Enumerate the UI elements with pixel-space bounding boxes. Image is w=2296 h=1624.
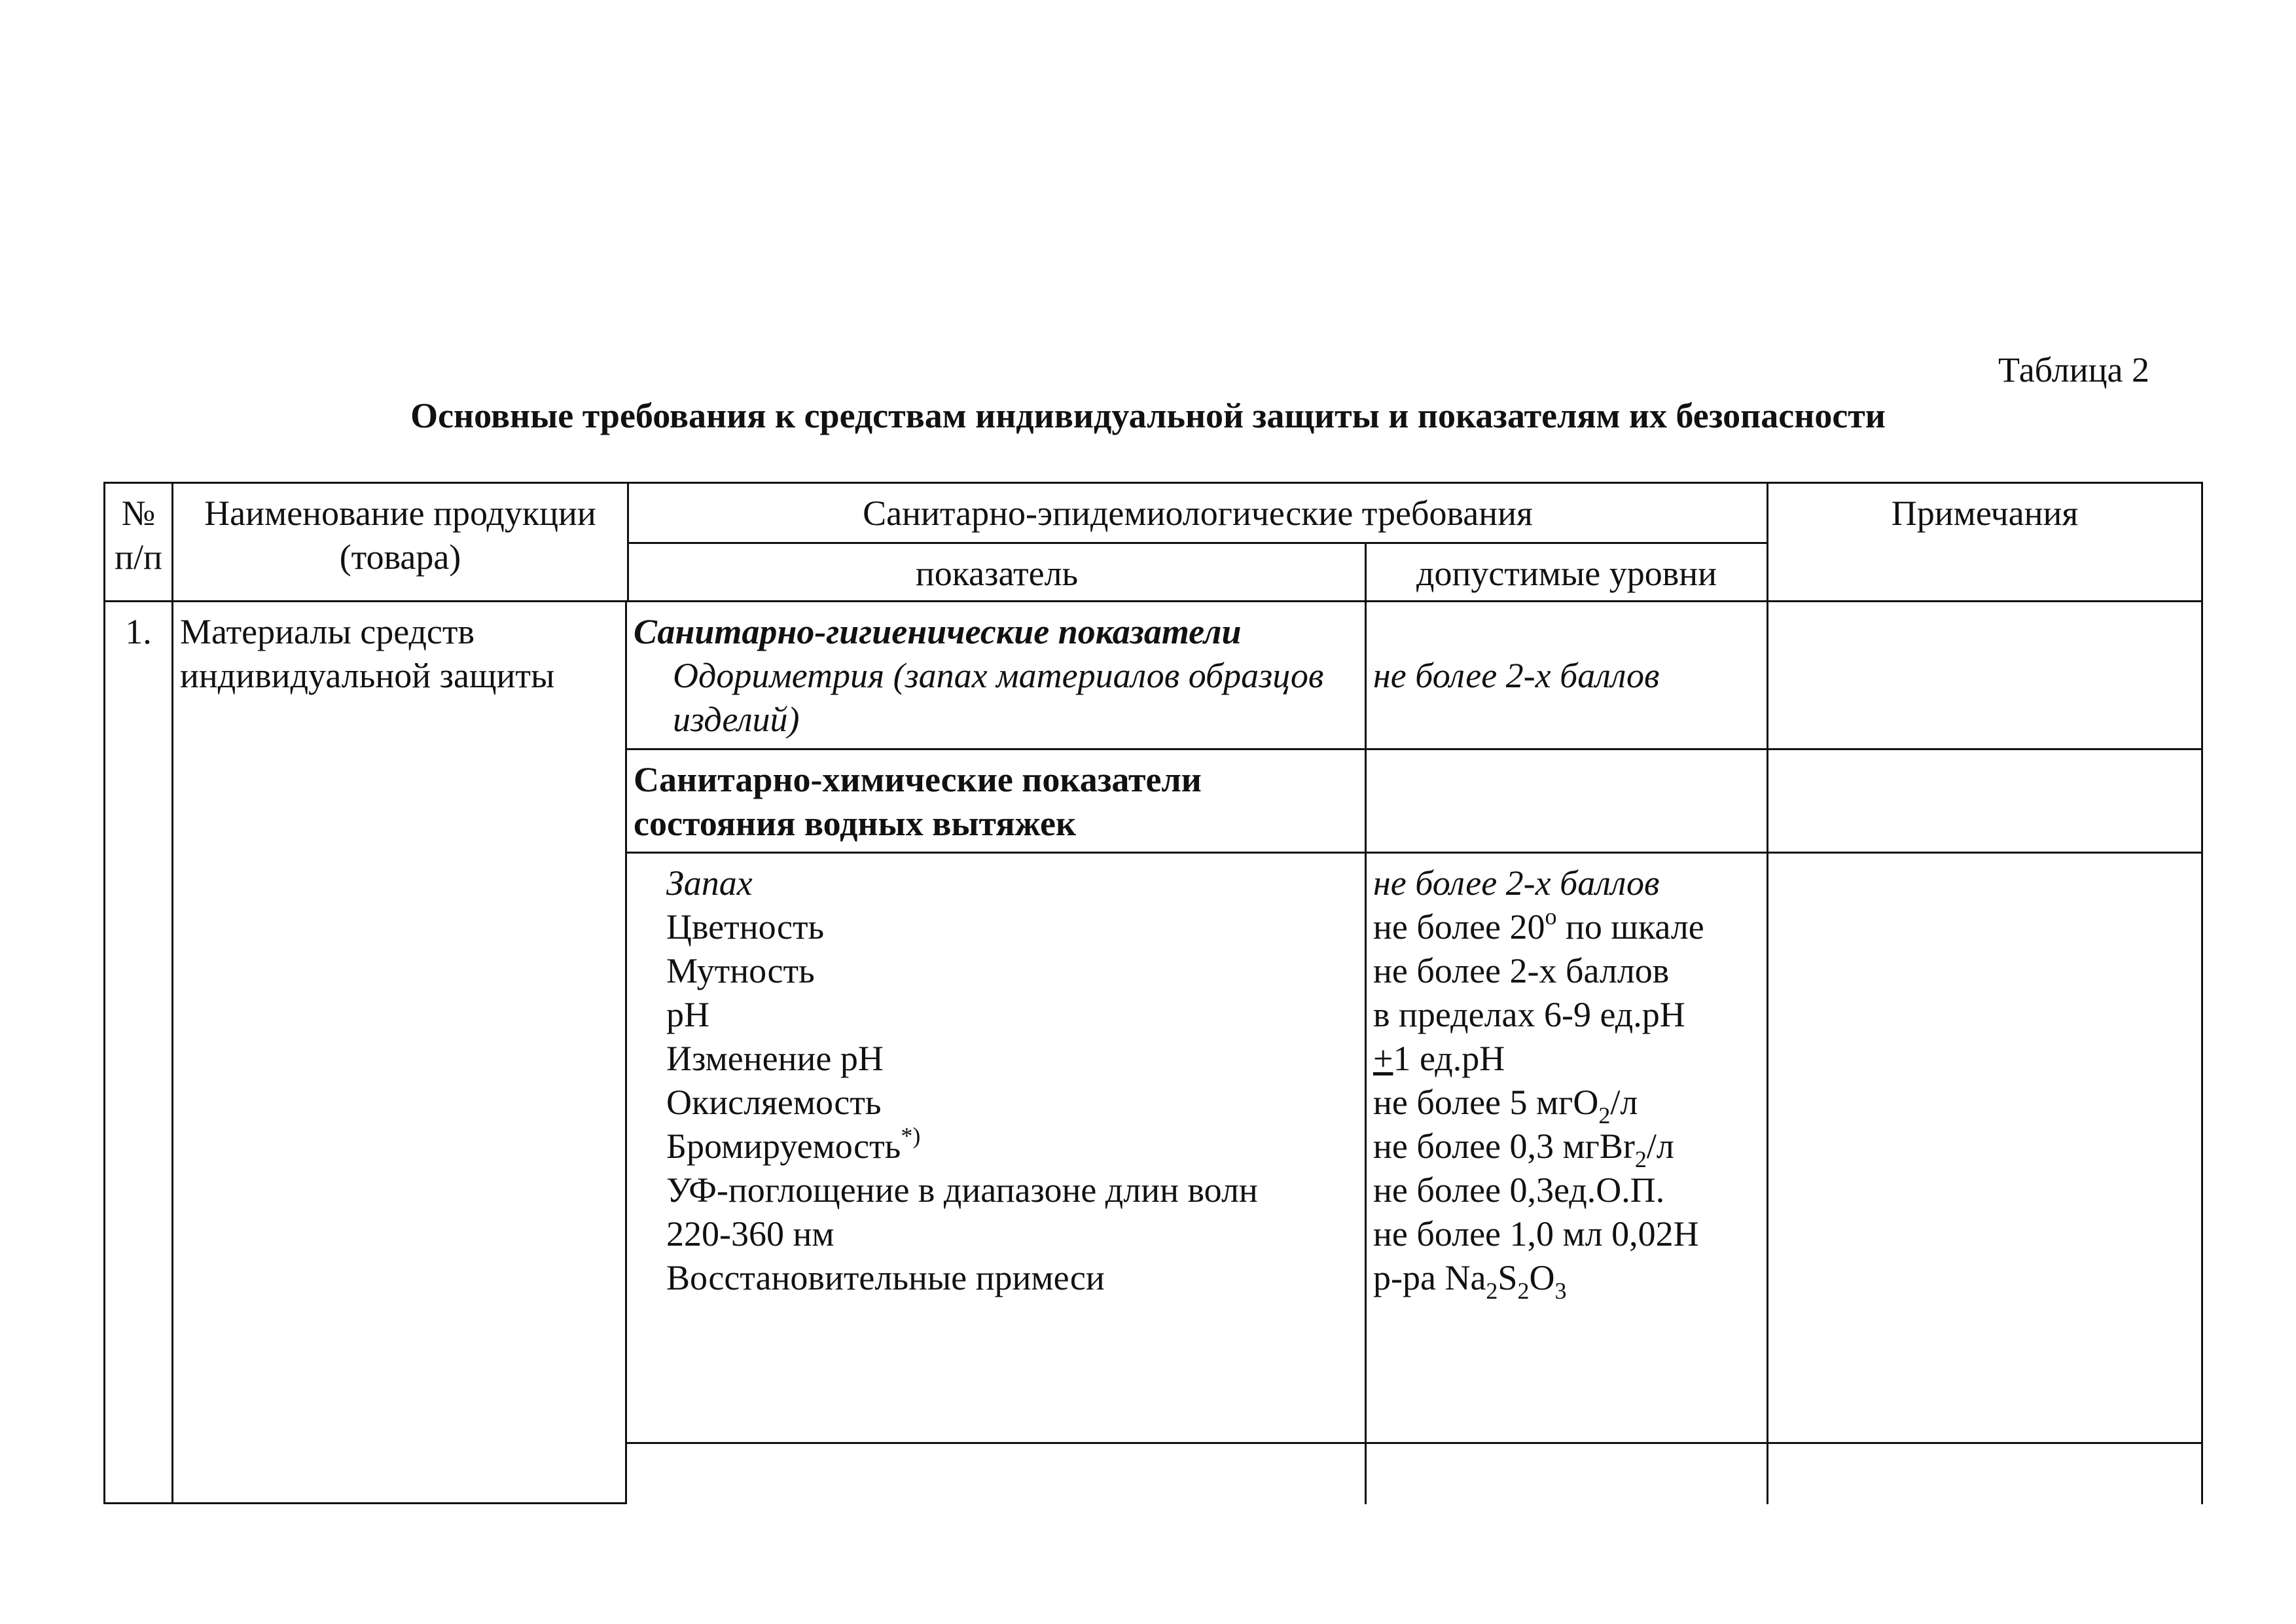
reducing-text-b: S — [1498, 1258, 1518, 1297]
oxid-unit: /л — [1610, 1083, 1638, 1122]
brom-text: не более 0,3 мгBr — [1373, 1127, 1635, 1166]
brom-subscript: 2 — [1634, 1146, 1647, 1172]
level-uv: не более 0,3ед.О.П. — [1373, 1170, 1665, 1210]
header-product: Наименование продукции (товара) — [171, 482, 627, 602]
odor-level-cell — [1365, 602, 1767, 750]
level-ph-change — [1373, 1037, 1760, 1081]
level-reducing-2 — [1373, 1256, 1760, 1304]
bromination-label: Бромируемость — [666, 1127, 901, 1166]
level-oxidizability — [1373, 1081, 1760, 1128]
level-ph-change-text: 1 ед.pH — [1393, 1039, 1505, 1078]
hygiene-cell — [627, 602, 1365, 750]
table-caption: Таблица 2 — [1998, 350, 2149, 389]
indicator-smell: Запах — [666, 863, 753, 903]
level-smell: не более 2-х баллов — [1373, 863, 1660, 903]
brom-unit: /л — [1646, 1127, 1674, 1166]
level-color-text: не более 20 — [1373, 907, 1545, 947]
header-num: № п/п — [103, 482, 171, 602]
header-indicator: показатель — [627, 542, 1365, 602]
empty-indicator-cell — [627, 1444, 1365, 1504]
reducing-sub-3: 3 — [1554, 1278, 1567, 1304]
plus-minus-sign: + — [1373, 1039, 1393, 1078]
indicator-bromination — [666, 1125, 1358, 1168]
indicator-uv-1: УФ-поглощение в диапазоне длин волн — [666, 1170, 1258, 1210]
hygiene-heading: Санитарно-гигиенические показатели — [634, 612, 1242, 651]
level-color — [1373, 905, 1760, 949]
indicator-uv-2: 220-360 нм — [666, 1214, 834, 1254]
header-sanitary: Санитарно-эпидемиологические требования — [627, 482, 1767, 542]
empty-level-cell — [1365, 1444, 1767, 1504]
chem-level-cell — [1365, 750, 1767, 854]
notes-cell-3 — [1767, 854, 2203, 1444]
level-color-scale: по шкале — [1556, 907, 1704, 947]
product-name: Материалы средств индивидуальной защиты — [171, 602, 627, 1504]
odor-level-value: не более 2-х баллов — [1373, 656, 1660, 695]
header-levels: допустимые уровни — [1365, 542, 1767, 602]
oxid-subscript: 2 — [1598, 1102, 1611, 1128]
indicator-reducing: Восстановительные примеси — [666, 1258, 1105, 1297]
level-bromination — [1373, 1125, 1760, 1172]
oxid-text: не более 5 мгО — [1373, 1083, 1599, 1122]
indicator-oxidizability: Окисляемость — [666, 1083, 882, 1122]
reducing-sub-2: 2 — [1517, 1278, 1530, 1304]
reducing-text-c: O — [1529, 1258, 1555, 1297]
notes-cell-2 — [1767, 750, 2203, 854]
indicator-ph-change: Изменение pH — [666, 1039, 884, 1078]
indicator-ph: pH — [666, 995, 709, 1034]
chem-heading: Санитарно-химические показатели состояния водных вытяжек — [627, 750, 1365, 854]
odor-metric-label: Одориметрия (запах материалов образцов изделий) — [673, 656, 1324, 739]
reducing-sub-1: 2 — [1486, 1278, 1498, 1304]
level-reducing-1: не более 1,0 мл 0,02Н — [1373, 1214, 1699, 1254]
level-turbidity: не более 2-х баллов — [1373, 951, 1670, 990]
reducing-text-a: р-ра Na — [1373, 1258, 1486, 1297]
requirements-table — [103, 482, 2203, 1503]
document-title: Основные требования к средствам индивидуальной защиты и показателям их безопасности — [410, 396, 1886, 435]
indicators-list — [627, 854, 1365, 1444]
level-ph: в пределах 6-9 ед.pH — [1373, 995, 1685, 1034]
header-notes: Примечания — [1767, 482, 2203, 602]
row-number: 1. — [103, 602, 171, 1504]
notes-cell-1 — [1767, 602, 2203, 750]
levels-list — [1365, 854, 1767, 1444]
indicator-color: Цветность — [666, 907, 825, 947]
footnote-mark: *) — [901, 1123, 921, 1149]
indicator-turbidity: Мутность — [666, 951, 815, 990]
degree-mark: о — [1545, 903, 1557, 929]
empty-notes-cell — [1767, 1444, 2203, 1504]
